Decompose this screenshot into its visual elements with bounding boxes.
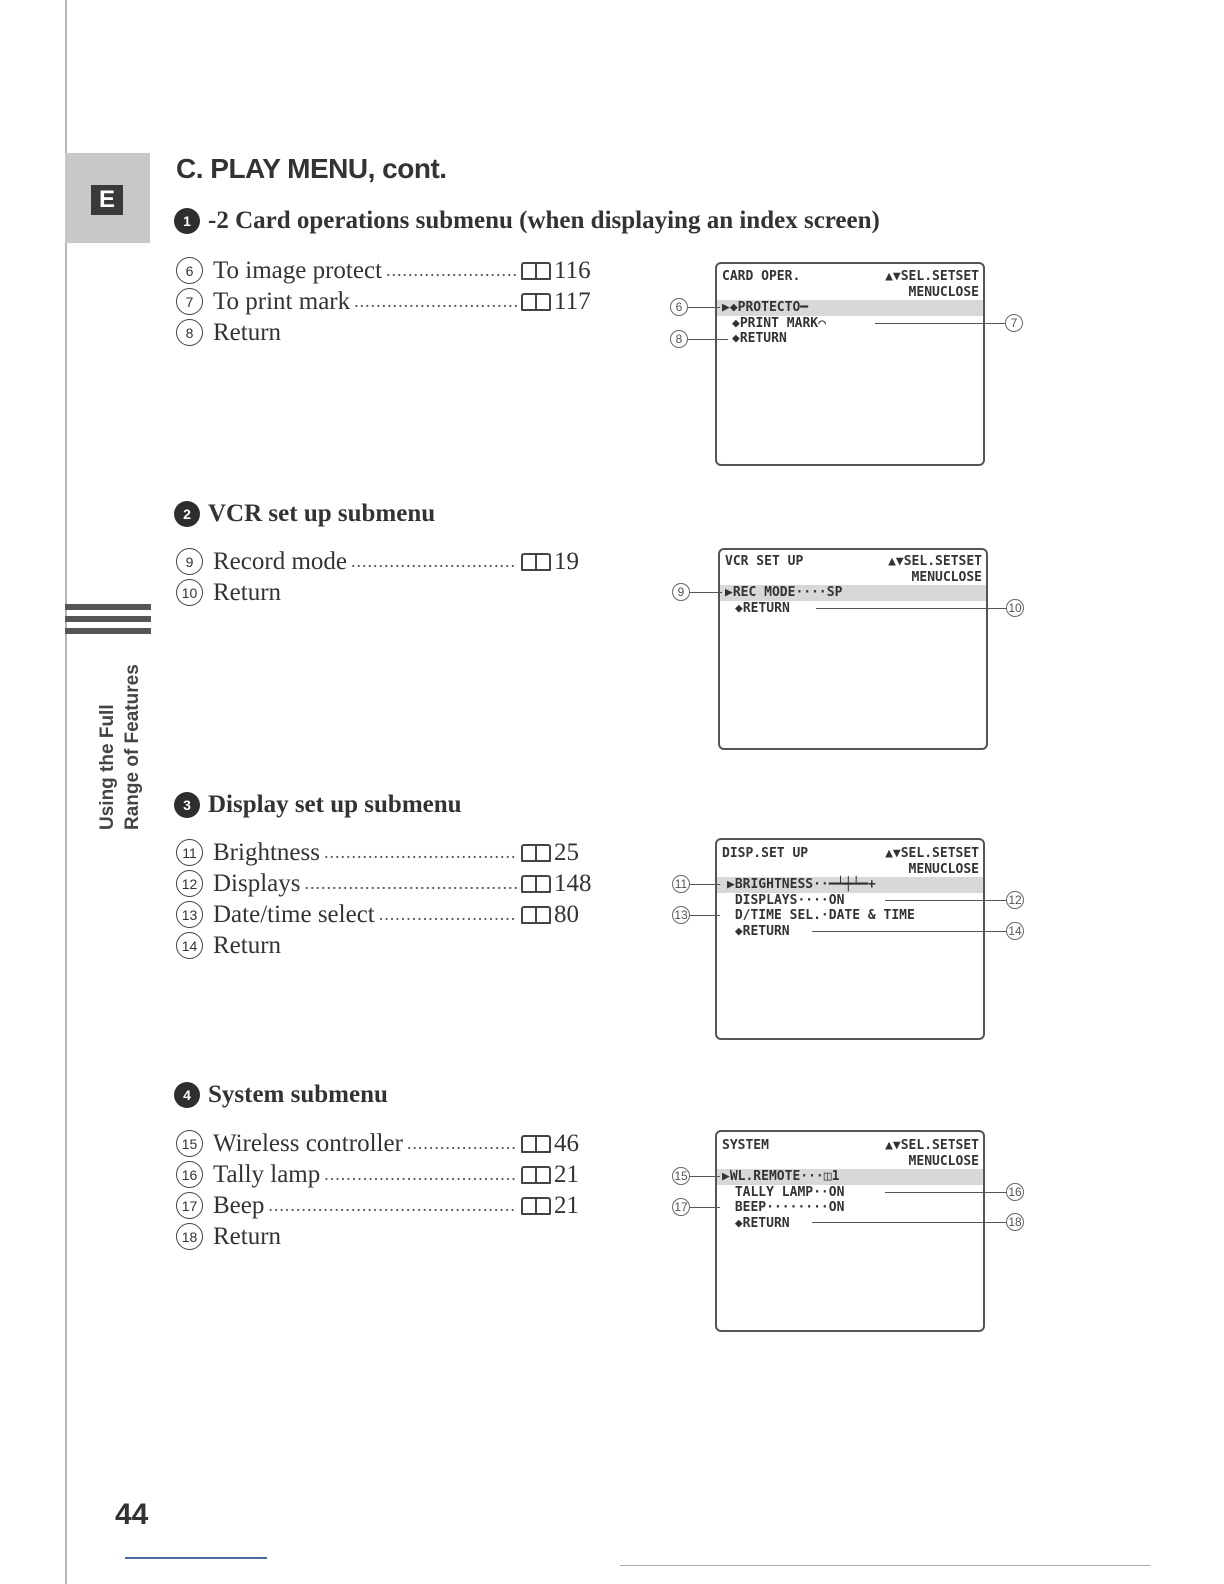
list-item: [176, 868, 592, 899]
callout: 9: [672, 583, 690, 601]
item-number: 8: [176, 319, 203, 346]
item-label: Record mode: [213, 547, 347, 575]
side-label-line1: Using the Full: [97, 704, 118, 830]
side-label-line2: Range of Features: [122, 664, 143, 830]
screen-row: ◆RETURN: [727, 1215, 790, 1231]
section-bullet: 1: [174, 208, 200, 234]
list-item: [176, 1159, 592, 1190]
section-heading-system: [174, 1081, 388, 1109]
item-label: Beep: [213, 1191, 265, 1219]
item-page: 21: [554, 1191, 579, 1219]
item-number: 7: [176, 288, 203, 315]
section-heading-card-operations: [174, 207, 880, 235]
item-list-display-setup: [176, 837, 592, 961]
item-label: Wireless controller: [213, 1129, 403, 1157]
item-number: 14: [176, 932, 203, 959]
item-page: 46: [554, 1129, 579, 1157]
item-label: Date/time select: [213, 900, 375, 928]
item-label: Displays: [213, 869, 301, 897]
list-item: [176, 1190, 592, 1221]
book-icon: [521, 875, 551, 893]
item-page: 148: [554, 869, 592, 897]
item-label: Brightness: [213, 838, 320, 866]
item-page: 19: [554, 547, 579, 575]
screen-menu-close: MENUCLOSE: [911, 569, 982, 585]
list-item: [176, 577, 592, 608]
screen-title: VCR SET UP: [725, 554, 804, 569]
screen-menu-close: MENUCLOSE: [908, 861, 979, 877]
callout: 14: [1006, 922, 1024, 940]
item-number: 13: [176, 901, 203, 928]
screen-sel: ▲▼SEL.SETSET: [885, 269, 979, 284]
book-icon: [521, 844, 551, 862]
language-tab: [65, 153, 150, 243]
item-label: To image protect: [213, 256, 383, 284]
item-list-system: [176, 1128, 592, 1252]
callout: 11: [672, 875, 690, 893]
screen-title: DISP.SET UP: [722, 846, 809, 861]
section-bullet: 4: [174, 1082, 200, 1108]
list-item: [176, 1128, 592, 1159]
callout: 16: [1006, 1183, 1024, 1201]
screen-row: ▶REC MODE····SP: [720, 585, 986, 601]
callout: 6: [670, 298, 688, 316]
screen-vcr-setup: [718, 548, 988, 750]
item-number: 6: [176, 257, 203, 284]
screen-menu-close: MENUCLOSE: [908, 1153, 979, 1169]
item-number: 11: [176, 839, 203, 866]
callout: 17: [672, 1198, 690, 1216]
list-item: [176, 317, 592, 348]
screen-row: ◆PRINT MARK⌒: [732, 315, 826, 331]
item-page: 80: [554, 900, 579, 928]
screen-row: TALLY LAMP··ON: [727, 1184, 845, 1200]
screen-title: CARD OPER.: [722, 269, 801, 284]
language-letter: E: [91, 185, 123, 215]
screen-row: ◆RETURN: [735, 600, 790, 616]
screen-card-operations: [715, 262, 985, 466]
screen-row: BEEP········ON: [727, 1200, 845, 1215]
item-list-vcr-setup: [176, 546, 592, 608]
item-page: 117: [554, 287, 591, 315]
page-title: C. PLAY MENU, cont.: [176, 153, 447, 184]
screen-row: D/TIME SEL.·DATE & TIME: [727, 908, 915, 923]
callout: 12: [1006, 891, 1024, 909]
item-number: 17: [176, 1192, 203, 1219]
section-heading-text: VCR set up submenu: [208, 500, 436, 527]
book-icon: [521, 293, 551, 311]
callout: 10: [1006, 599, 1024, 617]
item-number: 10: [176, 579, 203, 606]
book-icon: [521, 553, 551, 571]
item-label: Return: [213, 318, 282, 346]
item-label: Tally lamp: [213, 1160, 321, 1188]
item-number: 9: [176, 548, 203, 575]
item-number: 12: [176, 870, 203, 897]
section-bullet: 2: [174, 501, 200, 527]
book-icon: [521, 1197, 551, 1215]
callout: 15: [672, 1167, 690, 1185]
section-bars: [65, 604, 151, 640]
callout: 13: [672, 906, 690, 924]
screen-system: [715, 1130, 985, 1332]
list-item: [176, 899, 592, 930]
section-heading-display-setup: [174, 791, 462, 819]
section-heading-vcr-setup: [174, 500, 435, 528]
page-number: 44: [115, 1498, 149, 1531]
screen-row: ◆RETURN: [732, 331, 787, 346]
screen-display-setup: [715, 838, 985, 1040]
item-label: Return: [213, 1222, 282, 1250]
book-icon: [521, 906, 551, 924]
section-bullet: 3: [174, 792, 200, 818]
list-item: [176, 1221, 592, 1252]
screen-menu-close: MENUCLOSE: [908, 284, 979, 300]
item-label: To print mark: [213, 287, 351, 315]
callout: 8: [670, 330, 688, 348]
footer-rule: [125, 1557, 267, 1559]
item-page: 25: [554, 838, 579, 866]
item-label: Return: [213, 931, 282, 959]
screen-row: DISPLAYS····ON: [727, 892, 845, 908]
section-heading-text: Display set up submenu: [208, 791, 462, 818]
screen-sel: ▲▼SEL.SETSET: [885, 1138, 979, 1153]
item-number: 16: [176, 1161, 203, 1188]
item-number: 15: [176, 1130, 203, 1157]
list-item: [176, 286, 592, 317]
book-icon: [521, 1166, 551, 1184]
footer-rule-right: [620, 1565, 1150, 1566]
item-page: 21: [554, 1160, 579, 1188]
screen-sel: ▲▼SEL.SETSET: [888, 554, 982, 569]
item-list-card-operations: [176, 255, 592, 348]
section-heading-text: System submenu: [208, 1081, 388, 1108]
screen-row: ▶BRIGHTNESS··━┷┿┷━+: [717, 877, 983, 893]
book-icon: [521, 262, 551, 280]
callout: 7: [1005, 314, 1023, 332]
item-page: 116: [554, 256, 591, 284]
list-item: [176, 837, 592, 868]
screen-row: ▶◆PROTECTO━: [717, 300, 983, 316]
screen-row: ▶WL.REMOTE···◫1: [717, 1169, 983, 1185]
list-item: [176, 255, 592, 286]
item-number: 18: [176, 1223, 203, 1250]
section-heading-text: -2 Card operations submenu (when displaying an index screen): [208, 207, 880, 234]
list-item: [176, 930, 592, 961]
book-icon: [521, 1135, 551, 1153]
screen-sel: ▲▼SEL.SETSET: [885, 846, 979, 861]
chapter-side-label: [95, 640, 145, 830]
list-item: [176, 546, 592, 577]
screen-title: SYSTEM: [722, 1138, 769, 1153]
item-label: Return: [213, 578, 282, 606]
callout: 18: [1006, 1213, 1024, 1231]
screen-row: ◆RETURN: [727, 923, 790, 939]
